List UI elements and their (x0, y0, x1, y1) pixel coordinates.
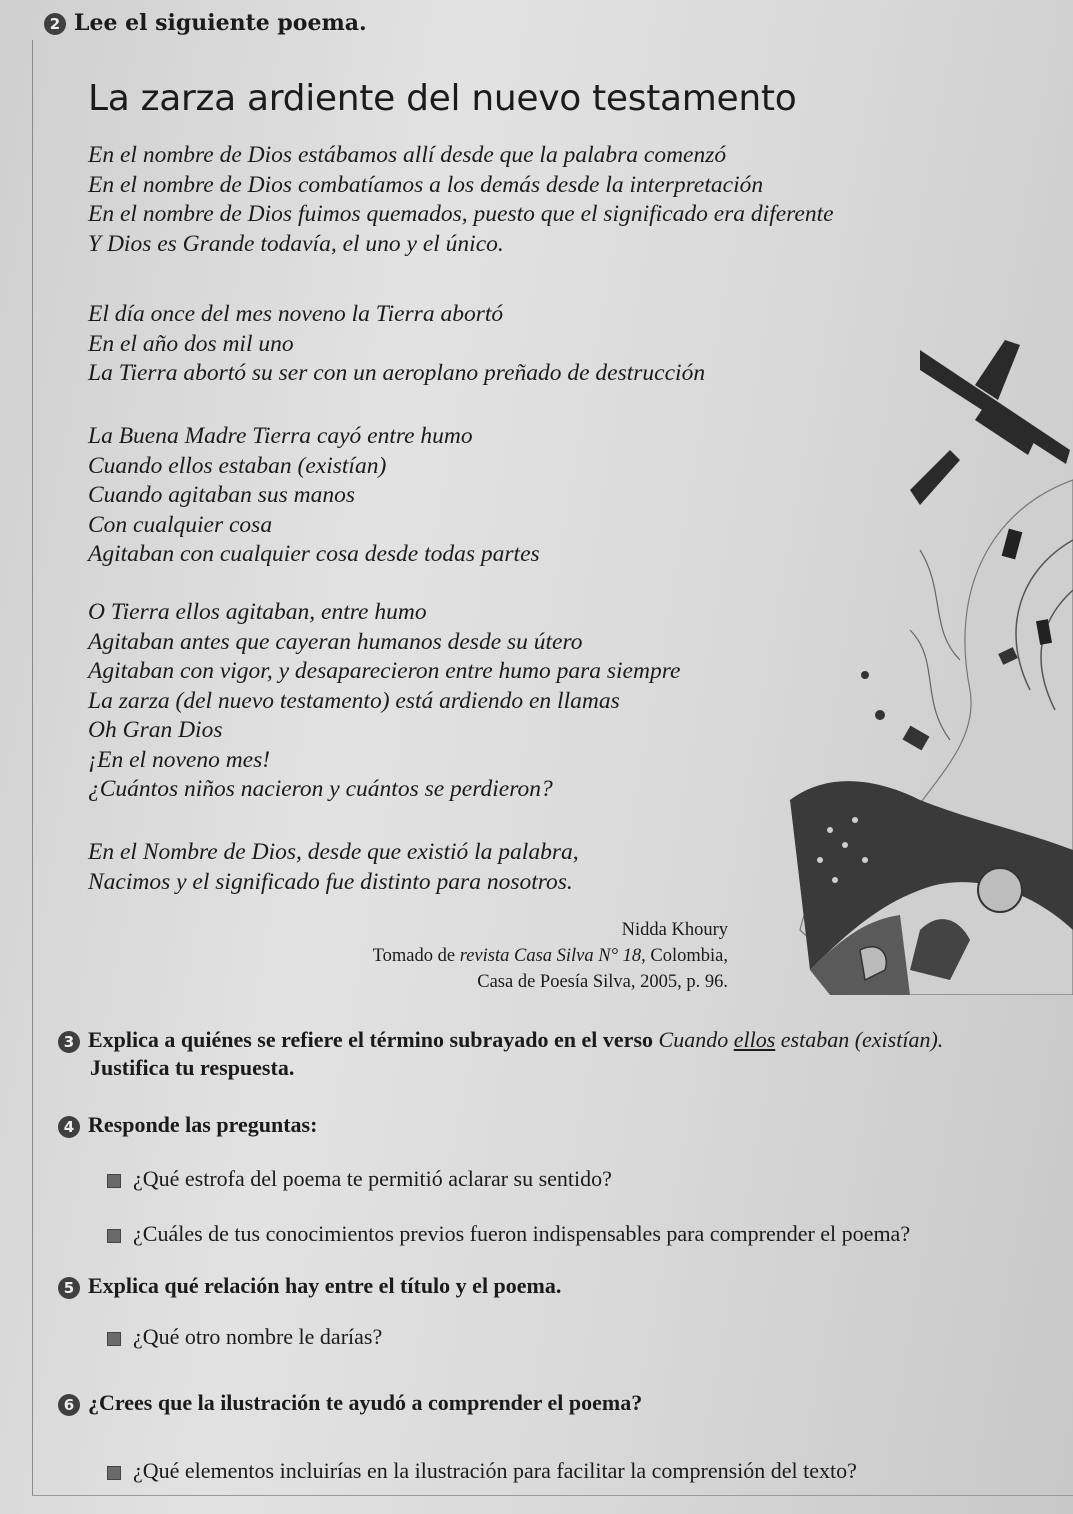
activity-number-badge: 5 (58, 1277, 80, 1299)
poem-source: Tomado de revista Casa Silva N° 18, Colombia, (372, 946, 728, 966)
poem-line: Cuando agitaban sus manos (88, 482, 356, 508)
poem-author: Nidda Khoury (621, 920, 728, 940)
poem-line: En el año dos mil uno (88, 330, 294, 357)
poem-line: ¿Cuántos niños nacieron y cuántos se perdieron? (88, 776, 553, 802)
page-frame-bottom (32, 1495, 1073, 1496)
poem-stanza-5 (88, 838, 579, 897)
activity-4-heading: 4 Responde las preguntas: (58, 1112, 317, 1138)
poem-line: Agitaban con cualquier cosa desde todas partes (88, 541, 540, 567)
activity-3-line2: Justifica tu respuesta. (90, 1055, 295, 1080)
activity-5-item-1: ¿Qué otro nombre le darías? (107, 1324, 382, 1350)
poem-credit (373, 917, 728, 995)
poem-line: En el Nombre de Dios, desde que existió la palabra, (88, 839, 579, 865)
poem-line: El día once del mes noveno la Tierra abortó (88, 301, 504, 327)
poem-line: ¡En el noveno mes! (88, 746, 271, 773)
bullet-square-icon (107, 1174, 121, 1188)
activity-2-heading (44, 10, 367, 36)
poem-line: En el nombre de Dios combatíamos a los demás desde la interpretación (88, 171, 764, 198)
poem-source-line2: Casa de Poesía Silva, 2005, p. 96. (477, 972, 728, 992)
bullet-square-icon (107, 1229, 121, 1243)
poem-line: Oh Gran Dios (88, 717, 223, 743)
activity-number-badge: 2 (44, 13, 66, 35)
activity-number-badge: 4 (58, 1116, 80, 1138)
activity-3-question: 3 Explica a quiénes se refiere el término subrayado en el verso Cuando ellos estaban (existían). (58, 1027, 943, 1053)
bullet-square-icon (107, 1466, 121, 1480)
poem-line: En el nombre de Dios estábamos allí desde que la palabra comenzó (88, 142, 727, 168)
activity-6-item-1: ¿Qué elementos incluirías en la ilustración para facilitar la comprensión del texto? (107, 1458, 857, 1484)
activity-2-instruction: Lee el siguiente poema. (74, 10, 367, 36)
poem-line: Agitaban con vigor, y desaparecieron entre humo para siempre (88, 658, 681, 684)
poem-line: Agitaban antes que cayeran humanos desde su útero (88, 628, 583, 655)
poem-line: En el nombre de Dios fuimos quemados, puesto que el significado era diferente (88, 201, 834, 227)
poem-source-journal: revista Casa Silva N° 18 (459, 946, 642, 966)
activity-4-item-2: ¿Cuáles de tus conocimientos previos fueron indispensables para comprender el poema? (107, 1221, 910, 1247)
activity-number-badge: 6 (58, 1394, 80, 1416)
poem-stanza-3 (88, 422, 540, 570)
poem-line: Nacimos y el significado fue distinto para nosotros. (88, 868, 573, 895)
page-frame-left (32, 40, 33, 1495)
poem-title: La zarza ardiente del nuevo testamento (88, 78, 797, 119)
poem-stanza-4 (88, 598, 680, 805)
poem-line: La Tierra abortó su ser con un aeroplano preñado de destrucción (88, 360, 706, 386)
poem-line: La zarza (del nuevo testamento) está ardiendo en llamas (88, 687, 620, 714)
poem-line: Con cualquier cosa (88, 511, 273, 538)
poem-illustration (770, 330, 1073, 995)
bullet-square-icon (107, 1332, 121, 1346)
activity-6-heading: 6 ¿Crees que la ilustración te ayudó a comprender el poema? (58, 1390, 642, 1416)
activity-5-heading: 5 Explica qué relación hay entre el título y el poema. (58, 1273, 561, 1299)
poem-line: Y Dios es Grande todavía, el uno y el único. (88, 230, 504, 257)
poem-stanza-1 (88, 141, 834, 259)
activity-4-item-1: ¿Qué estrofa del poema te permitió aclarar su sentido? (107, 1166, 612, 1192)
underlined-term: ellos (733, 1027, 776, 1052)
activity-number-badge: 3 (58, 1031, 80, 1053)
poem-stanza-2 (88, 300, 705, 389)
poem-line: O Tierra ellos agitaban, entre humo (88, 599, 427, 625)
poem-line: Cuando ellos estaban (existían) (88, 452, 387, 479)
poem-line: La Buena Madre Tierra cayó entre humo (88, 423, 473, 449)
